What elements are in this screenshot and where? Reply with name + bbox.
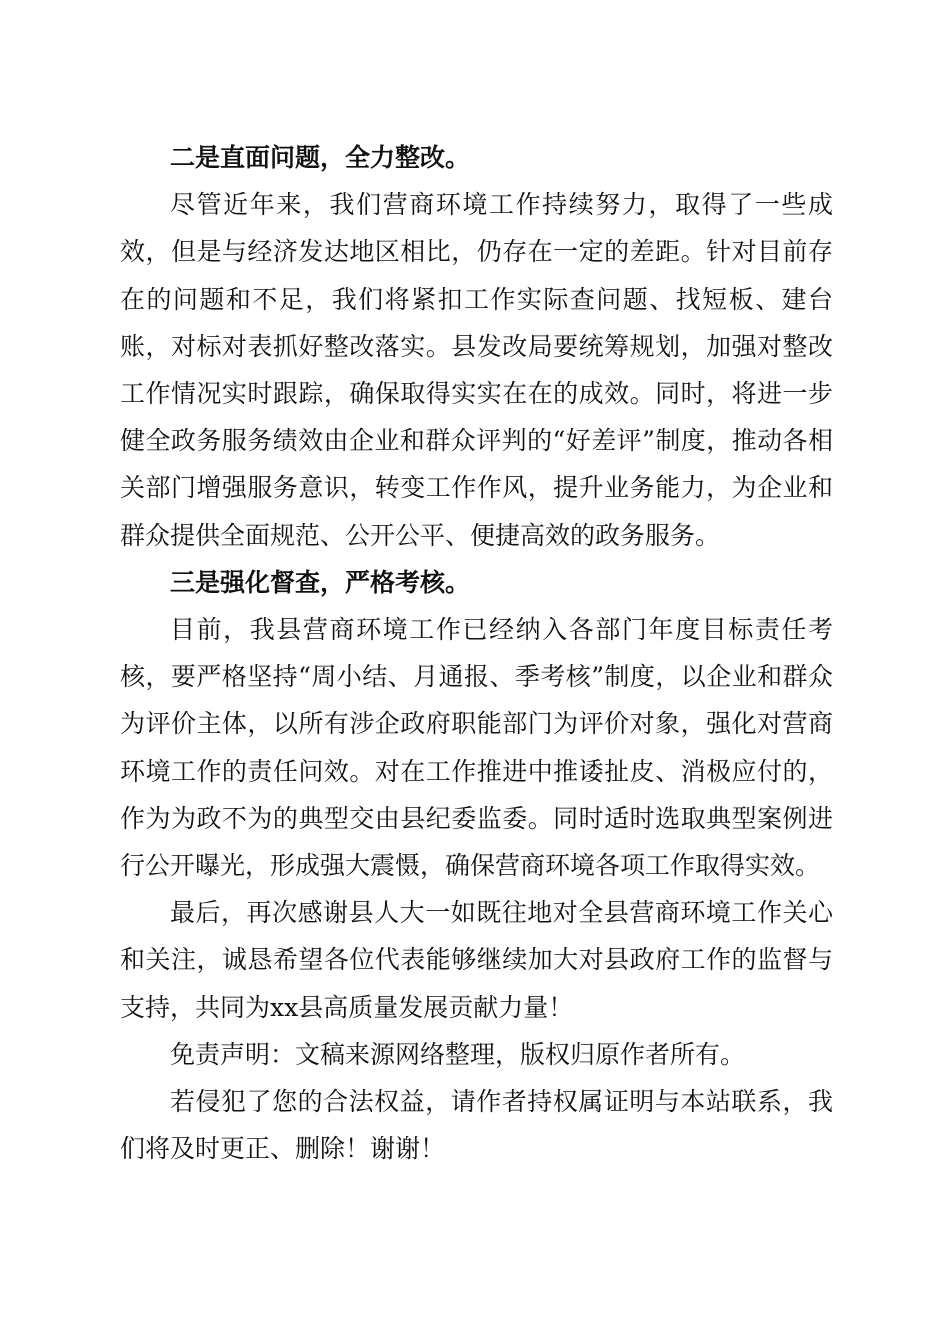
disclaimer-paragraph: 免责声明：文稿来源网络整理，版权归原作者所有。 bbox=[170, 1039, 746, 1069]
section-heading-2: 二是直面问题，全力整改。 bbox=[170, 143, 471, 172]
body-paragraph-rectification: 尽管近年来，我们营商环境工作持续努力，取得了一些成效，但是与经济发达地区相比，仍存在一定的差距。针对目前存在的问题和不足，我们将紧扣工作实际查问题、找短板、建台账，对标对表抓好整改落实。县发改局要统筹规划，加强对整改工作情况实时跟踪，确保取得实实在在的成效。同时，将进一步健全政务服务绩效由企业和群众评判的“好差评”制度，推动各相关部门增强服务意识，转变工作作风，提升业务能力，为企业和群众提供全面规范、公开公平、便捷高效的政务服务。 bbox=[120, 190, 833, 550]
document-page bbox=[120, 134, 833, 1172]
infringement-notice-paragraph: 若侵犯了您的合法权益，请作者持权属证明与本站联系，我们将及时更正、删除！谢谢！ bbox=[120, 1087, 833, 1164]
section-heading-3: 三是强化督查，严格考核。 bbox=[170, 567, 471, 597]
body-paragraph-closing: 最后，再次感谢县人大一如既往地对全县营商环境工作关心和关注，诚恳希望各位代表能够继续加大对县政府工作的监督与支持，共同为xx县高质量发展贡献力量！ bbox=[120, 898, 833, 1022]
body-paragraph-assessment: 目前，我县营商环境工作已经纳入各部门年度目标责任考核，要严格坚持“周小结、月通报、季考核”制度，以企业和群众为评价主体，以所有涉企政府职能部门为评价对象，强化对营商环境工作的责任问效。对在工作推进中推诿扯皮、消极应付的，作为为政不为的典型交由县纪委监委。同时适时选取典型案例进行公开曝光，形成强大震慑，确保营商环境各项工作取得实效。 bbox=[120, 615, 833, 881]
